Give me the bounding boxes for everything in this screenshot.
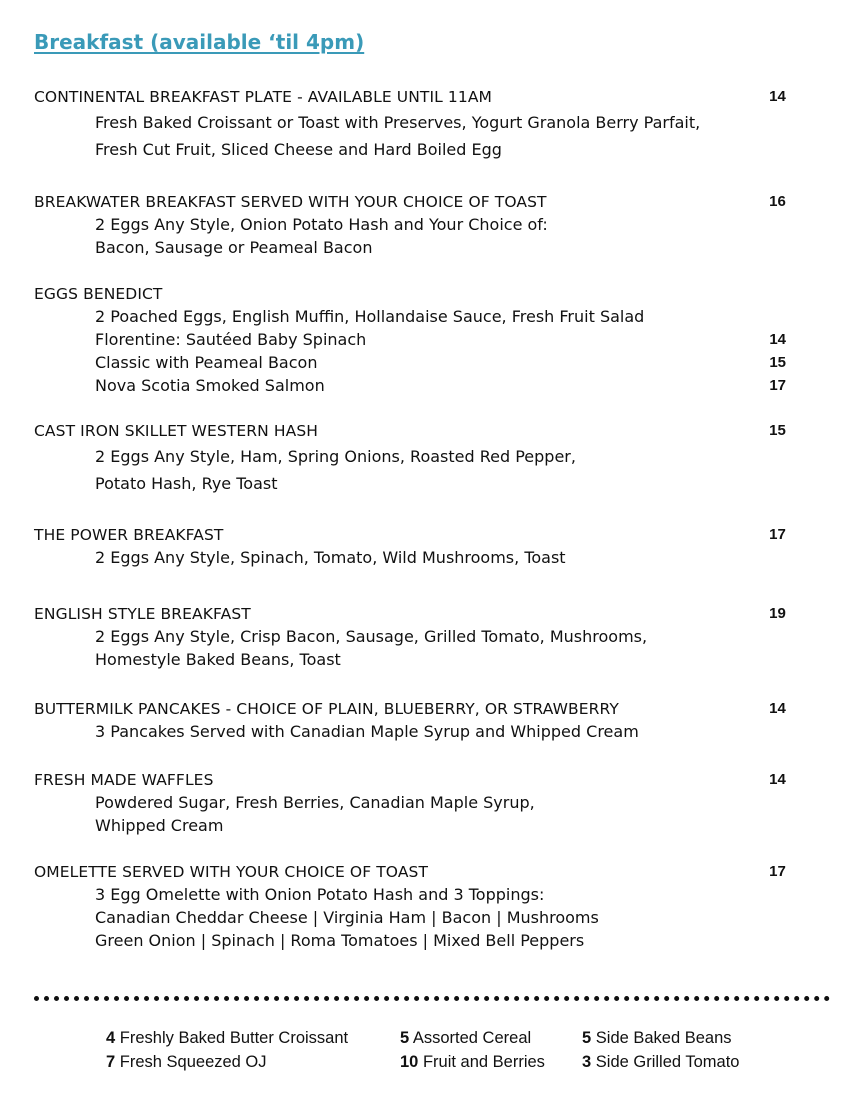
extra-price: 3 xyxy=(582,1053,592,1071)
menu-item-price: 17 xyxy=(769,863,786,880)
menu-title: Breakfast (available ‘til 4pm) xyxy=(34,30,365,54)
menu-item-description xyxy=(34,883,786,952)
description-line xyxy=(95,305,786,328)
menu-item-description xyxy=(34,213,786,259)
description-text: 2 Eggs Any Style, Crisp Bacon, Sausage, Grilled Tomato, Mushrooms, xyxy=(95,627,648,646)
description-line xyxy=(95,213,786,236)
extra-item xyxy=(400,1026,531,1050)
description-line xyxy=(95,443,786,470)
menu-item-name: FRESH MADE WAFFLES xyxy=(34,771,214,789)
menu-item-description xyxy=(34,791,786,837)
menu-item-header xyxy=(34,191,786,213)
menu-item-price: 17 xyxy=(769,526,786,543)
menu-item-header xyxy=(34,524,786,546)
description-text: Green Onion | Spinach | Roma Tomatoes | Mixed Bell Peppers xyxy=(95,931,585,950)
menu-item-price: 16 xyxy=(769,193,786,210)
description-text: 3 Egg Omelette with Onion Potato Hash and 3 Toppings: xyxy=(95,885,545,904)
menu-item xyxy=(34,769,786,837)
menu-item-description xyxy=(34,625,786,671)
description-text: Bacon, Sausage or Peameal Bacon xyxy=(95,238,373,257)
description-text: Canadian Cheddar Cheese | Virginia Ham | Bacon | Mushrooms xyxy=(95,908,599,927)
description-line xyxy=(95,883,786,906)
menu-item xyxy=(34,861,786,952)
menu-item xyxy=(34,603,786,671)
extra-price: 7 xyxy=(106,1053,116,1071)
menu-item-price: 19 xyxy=(769,605,786,622)
description-line xyxy=(95,136,786,163)
description-line xyxy=(95,351,786,374)
menu-item xyxy=(34,420,786,497)
description-line xyxy=(95,906,786,929)
extra-name: Side Baked Beans xyxy=(591,1029,732,1047)
menu-item-header xyxy=(34,861,786,883)
menu-item xyxy=(34,524,786,569)
description-line xyxy=(95,374,786,397)
description-text: 2 Eggs Any Style, Spinach, Tomato, Wild Mushrooms, Toast xyxy=(95,548,566,567)
menu-item-price: 14 xyxy=(769,88,786,105)
description-text: 2 Eggs Any Style, Ham, Spring Onions, Roasted Red Pepper, xyxy=(95,447,576,466)
description-text: Fresh Cut Fruit, Sliced Cheese and Hard Boiled Egg xyxy=(95,140,502,159)
extra-price: 5 xyxy=(582,1029,592,1047)
extra-price: 4 xyxy=(106,1029,116,1047)
menu-item-price: 14 xyxy=(769,700,786,717)
menu-item-name: CAST IRON SKILLET WESTERN HASH xyxy=(34,422,319,440)
menu-item xyxy=(34,191,786,259)
menu-item-name: OMELETTE SERVED WITH YOUR CHOICE OF TOAST xyxy=(34,863,429,881)
menu-item-description xyxy=(34,305,786,397)
menu-item-name: CONTINENTAL BREAKFAST PLATE - AVAILABLE UNTIL 11AM xyxy=(34,88,493,106)
description-text: Whipped Cream xyxy=(95,816,224,835)
extra-item xyxy=(582,1050,739,1074)
description-line xyxy=(95,791,786,814)
description-line xyxy=(95,814,786,837)
menu-item-header xyxy=(34,603,786,625)
description-text: 3 Pancakes Served with Canadian Maple Syrup and Whipped Cream xyxy=(95,722,639,741)
description-text: 2 Eggs Any Style, Onion Potato Hash and Your Choice of: xyxy=(95,215,548,234)
extra-item xyxy=(106,1050,267,1074)
menu-item-header xyxy=(34,283,786,305)
description-text: Powdered Sugar, Fresh Berries, Canadian Maple Syrup, xyxy=(95,793,535,812)
menu-item xyxy=(34,86,786,163)
description-text: Potato Hash, Rye Toast xyxy=(95,474,278,493)
extra-price: 5 xyxy=(400,1029,410,1047)
extra-name: Side Grilled Tomato xyxy=(591,1053,740,1071)
extra-name: Freshly Baked Butter Croissant xyxy=(115,1029,349,1047)
description-text: Nova Scotia Smoked Salmon xyxy=(95,376,325,395)
extra-item xyxy=(582,1026,732,1050)
description-line xyxy=(95,929,786,952)
extra-name: Assorted Cereal xyxy=(409,1029,532,1047)
menu-item-description xyxy=(34,720,786,743)
description-line xyxy=(95,328,786,351)
extra-item xyxy=(106,1026,348,1050)
variant-price: 14 xyxy=(769,331,786,348)
variant-price: 17 xyxy=(769,377,786,394)
menu-item-header xyxy=(34,698,786,720)
description-text: Florentine: Sautéed Baby Spinach xyxy=(95,330,367,349)
menu-item-name: BREAKWATER BREAKFAST SERVED WITH YOUR CHOICE OF TOAST xyxy=(34,193,547,211)
menu-item-name: EGGS BENEDICT xyxy=(34,285,163,303)
menu-item-price: 15 xyxy=(769,422,786,439)
description-line xyxy=(95,720,786,743)
extra-name: Fresh Squeezed OJ xyxy=(115,1053,267,1071)
description-text: Fresh Baked Croissant or Toast with Preserves, Yogurt Granola Berry Parfait, xyxy=(95,113,701,132)
dotted-divider xyxy=(34,996,830,1001)
menu-item-name: THE POWER BREAKFAST xyxy=(34,526,224,544)
menu-item-name: BUTTERMILK PANCAKES - CHOICE OF PLAIN, BLUEBERRY, OR STRAWBERRY xyxy=(34,700,619,718)
menu-item-description xyxy=(34,443,786,497)
menu-item-name: ENGLISH STYLE BREAKFAST xyxy=(34,605,251,623)
extra-name: Fruit and Berries xyxy=(418,1053,545,1071)
menu-item-header xyxy=(34,420,786,442)
menu-item xyxy=(34,283,786,397)
menu-item-price: 14 xyxy=(769,771,786,788)
description-line xyxy=(95,546,786,569)
extra-item xyxy=(400,1050,545,1074)
menu-item-description xyxy=(34,109,786,163)
menu-item-header xyxy=(34,86,786,108)
menu-item xyxy=(34,698,786,743)
menu-item-header xyxy=(34,769,786,791)
description-line xyxy=(95,470,786,497)
description-line xyxy=(95,648,786,671)
menu-item-description xyxy=(34,546,786,569)
description-line xyxy=(95,625,786,648)
description-text: 2 Poached Eggs, English Muffin, Hollandaise Sauce, Fresh Fruit Salad xyxy=(95,307,645,326)
description-line xyxy=(95,109,786,136)
description-text: Homestyle Baked Beans, Toast xyxy=(95,650,341,669)
description-text: Classic with Peameal Bacon xyxy=(95,353,318,372)
variant-price: 15 xyxy=(769,354,786,371)
extra-price: 10 xyxy=(400,1053,419,1071)
description-line xyxy=(95,236,786,259)
